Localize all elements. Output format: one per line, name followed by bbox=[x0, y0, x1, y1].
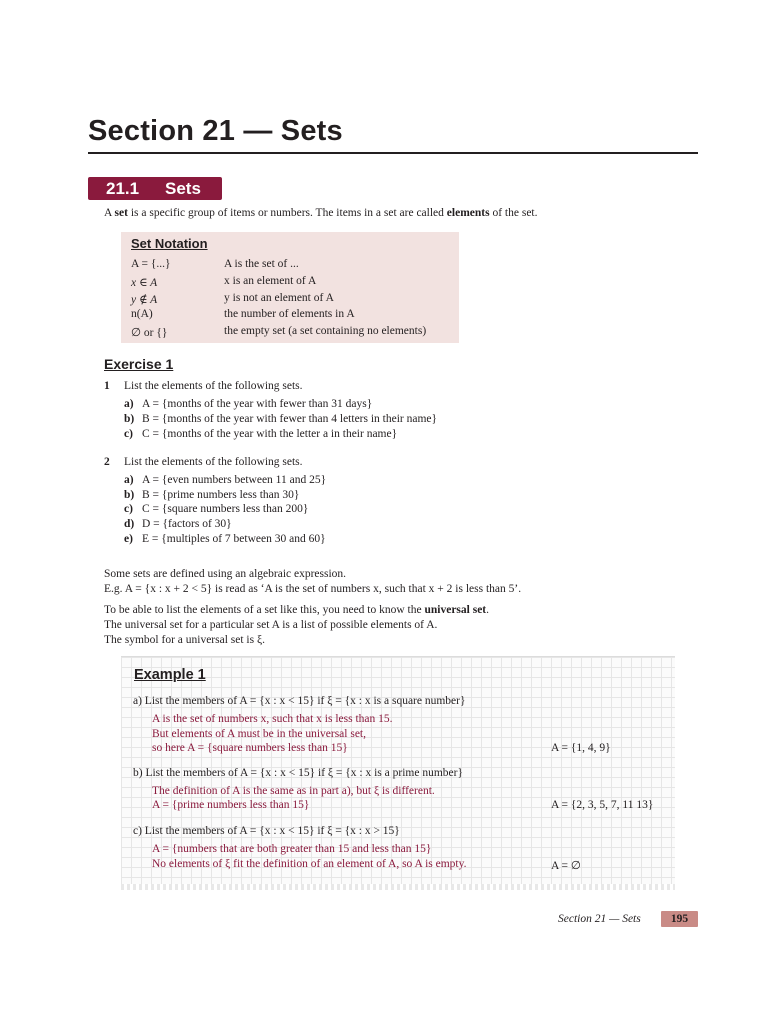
question-number: 1 bbox=[104, 380, 110, 392]
notation-symbol: A = {...} bbox=[131, 258, 171, 270]
example-working: A is the set of numbers x, such that x is less than 15. bbox=[152, 713, 393, 725]
question-part: d) D = {factors of 30} bbox=[124, 518, 232, 530]
exercise-heading: Exercise 1 bbox=[104, 356, 174, 372]
question-number: 2 bbox=[104, 456, 110, 468]
question-part: c) C = {months of the year with the letter a in their name} bbox=[124, 428, 398, 440]
set-notation-title: Set Notation bbox=[131, 236, 208, 251]
example-question: b) List the members of A = {x : x < 15} if ξ = {x : x is a prime number} bbox=[133, 767, 463, 779]
example-heading: Example 1 bbox=[134, 667, 206, 683]
example-working: The definition of A is the same as in part a), but ξ is different. bbox=[152, 785, 435, 797]
notation-description: x is an element of A bbox=[224, 275, 317, 287]
example-answer: A = {2, 3, 5, 7, 11 13} bbox=[551, 799, 654, 811]
example-answer: A = {1, 4, 9} bbox=[551, 742, 611, 754]
body-text: E.g. A = {x : x + 2 < 5} is read as ‘A is the set of numbers x, such that x + 2 is less than 5’. bbox=[104, 583, 522, 595]
page-title: Section 21 — Sets bbox=[88, 115, 343, 147]
question-part: e) E = {multiples of 7 between 30 and 60} bbox=[124, 533, 326, 545]
example-question: c) List the members of A = {x : x < 15} if ξ = {x : x > 15} bbox=[133, 825, 400, 837]
notation-symbol: n(A) bbox=[131, 308, 153, 320]
example-working: No elements of ξ fit the definition of an element of A, so A is empty. bbox=[152, 858, 467, 870]
notation-description: y is not an element of A bbox=[224, 292, 334, 304]
body-text: The universal set for a particular set A is a list of possible elements of A. bbox=[104, 619, 438, 631]
example-working: A = {numbers that are both greater than 15 and less than 15} bbox=[152, 843, 432, 855]
section-name: Sets bbox=[165, 179, 201, 198]
page-number: 195 bbox=[661, 911, 698, 927]
notation-description: A is the set of ... bbox=[224, 258, 299, 270]
example-question: a) List the members of A = {x : x < 15} if ξ = {x : x is a square number} bbox=[133, 695, 466, 707]
intro-paragraph: A set is a specific group of items or numbers. The items in a set are called elements of the set. bbox=[104, 207, 538, 219]
example-working: so here A = {square numbers less than 15} bbox=[152, 742, 348, 754]
example-working: A = {prime numbers less than 15} bbox=[152, 799, 310, 811]
notation-symbol: x ∈ A bbox=[131, 277, 158, 289]
footer-section-label: Section 21 — Sets bbox=[558, 913, 641, 925]
body-text: The symbol for a universal set is ξ. bbox=[104, 634, 265, 646]
question-part: c) C = {square numbers less than 200} bbox=[124, 503, 309, 515]
set-notation-box bbox=[121, 232, 459, 343]
title-rule bbox=[88, 152, 698, 154]
section-number: 21.1 bbox=[106, 179, 140, 198]
example-answer: A = ∅ bbox=[551, 860, 581, 872]
notation-description: the empty set (a set containing no elements) bbox=[224, 325, 427, 337]
question-text: List the elements of the following sets. bbox=[124, 380, 303, 392]
body-text: To be able to list the elements of a set like this, you need to know the universal set. bbox=[104, 604, 490, 616]
notation-symbol: ∅ or {} bbox=[131, 327, 168, 339]
body-text: Some sets are defined using an algebraic expression. bbox=[104, 568, 347, 580]
question-part: a) A = {even numbers between 11 and 25} bbox=[124, 474, 327, 486]
example-working: But elements of A must be in the universal set, bbox=[152, 728, 366, 740]
question-part: b) B = {prime numbers less than 30} bbox=[124, 489, 300, 501]
section-banner bbox=[88, 177, 222, 200]
question-part: b) B = {months of the year with fewer than 4 letters in their name} bbox=[124, 413, 438, 425]
notation-description: the number of elements in A bbox=[224, 308, 355, 320]
notation-symbol: y ∉ A bbox=[131, 294, 158, 306]
question-text: List the elements of the following sets. bbox=[124, 456, 303, 468]
question-part: a) A = {months of the year with fewer than 31 days} bbox=[124, 398, 373, 410]
example-box-torn-edge bbox=[121, 884, 675, 890]
